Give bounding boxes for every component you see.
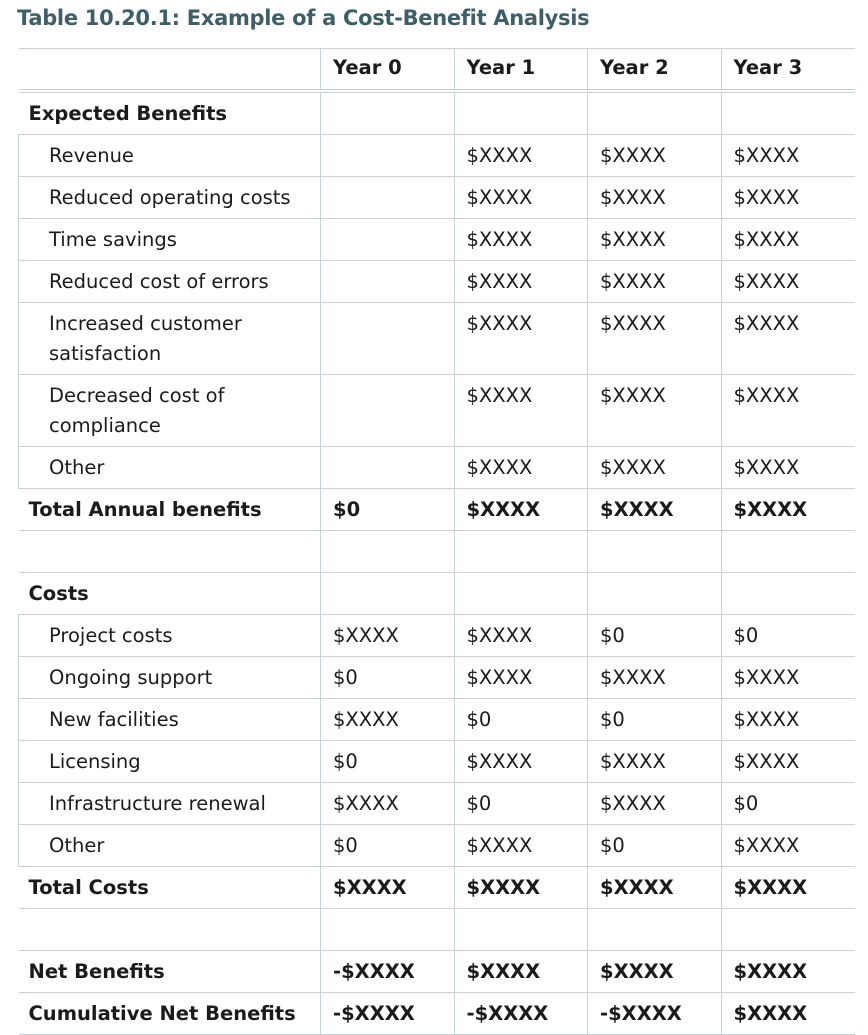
cell-year-3: $XXXX bbox=[721, 447, 855, 489]
total-row bbox=[19, 951, 855, 993]
cell-year-2: $XXXX bbox=[588, 303, 722, 375]
cell-year-3: $0 bbox=[721, 615, 855, 657]
cell-year-1: $0 bbox=[454, 783, 588, 825]
row-label: Reduced operating costs bbox=[19, 177, 321, 219]
cell-year-0 bbox=[321, 219, 455, 261]
row-label: Total Annual benefits bbox=[19, 489, 321, 531]
cell-year-0 bbox=[321, 177, 455, 219]
cell-year-0: $XXXX bbox=[321, 699, 455, 741]
cell-year-0 bbox=[321, 531, 455, 573]
row-label: Infrastructure renewal bbox=[19, 783, 321, 825]
cell-year-2: $0 bbox=[588, 825, 722, 867]
cell-year-3: $XXXX bbox=[721, 699, 855, 741]
row-label: Costs bbox=[19, 573, 321, 615]
cell-year-0: $0 bbox=[321, 657, 455, 699]
cell-year-1: $XXXX bbox=[454, 741, 588, 783]
cell-year-1: $XXXX bbox=[454, 951, 588, 993]
spacer-row bbox=[19, 531, 855, 573]
cell-year-2 bbox=[588, 573, 722, 615]
table-row bbox=[19, 261, 855, 303]
cell-year-2 bbox=[588, 909, 722, 951]
column-header-year-2: Year 2 bbox=[588, 49, 722, 92]
table-row bbox=[19, 615, 855, 657]
cell-year-1: $0 bbox=[454, 699, 588, 741]
row-label: Time savings bbox=[19, 219, 321, 261]
cell-year-2: $XXXX bbox=[588, 783, 722, 825]
cell-year-1 bbox=[454, 573, 588, 615]
row-label: Decreased cost of compliance bbox=[19, 375, 321, 447]
column-header-year-3: Year 3 bbox=[721, 49, 855, 92]
cell-year-2: $XXXX bbox=[588, 657, 722, 699]
cell-year-1 bbox=[454, 531, 588, 573]
cell-year-2: $XXXX bbox=[588, 741, 722, 783]
cell-year-0 bbox=[321, 375, 455, 447]
row-label: Project costs bbox=[19, 615, 321, 657]
cell-year-2: $XXXX bbox=[588, 867, 722, 909]
cell-year-2: $XXXX bbox=[588, 375, 722, 447]
cell-year-0: $0 bbox=[321, 741, 455, 783]
row-label: Cumulative Net Benefits bbox=[19, 993, 321, 1035]
cost-benefit-table bbox=[18, 48, 855, 1035]
cell-year-1: $XXXX bbox=[454, 489, 588, 531]
cell-year-2: $0 bbox=[588, 699, 722, 741]
total-row bbox=[19, 993, 855, 1035]
column-header-year-0: Year 0 bbox=[321, 49, 455, 92]
cell-year-3: $XXXX bbox=[721, 825, 855, 867]
row-label: Increased customer satisfaction bbox=[19, 303, 321, 375]
cell-year-1: $XXXX bbox=[454, 867, 588, 909]
cell-year-3: $XXXX bbox=[721, 867, 855, 909]
cell-year-3 bbox=[721, 573, 855, 615]
cell-year-0: $XXXX bbox=[321, 867, 455, 909]
cell-year-1: $XXXX bbox=[454, 825, 588, 867]
cell-year-2: $XXXX bbox=[588, 177, 722, 219]
cell-year-0 bbox=[321, 909, 455, 951]
row-label bbox=[19, 909, 321, 951]
row-label: Other bbox=[19, 447, 321, 489]
cell-year-2: $0 bbox=[588, 615, 722, 657]
table-row bbox=[19, 783, 855, 825]
cell-year-2: $XXXX bbox=[588, 951, 722, 993]
table-row bbox=[19, 447, 855, 489]
table-row bbox=[19, 375, 855, 447]
cell-year-3: $XXXX bbox=[721, 993, 855, 1035]
cell-year-3: $XXXX bbox=[721, 303, 855, 375]
header-row bbox=[19, 49, 855, 92]
row-label: Net Benefits bbox=[19, 951, 321, 993]
cell-year-0 bbox=[321, 91, 455, 135]
cell-year-0: $XXXX bbox=[321, 615, 455, 657]
row-label: Reduced cost of errors bbox=[19, 261, 321, 303]
row-label: Licensing bbox=[19, 741, 321, 783]
cell-year-1: $XXXX bbox=[454, 375, 588, 447]
row-label: Expected Benefits bbox=[19, 91, 321, 135]
cell-year-1 bbox=[454, 91, 588, 135]
table-row bbox=[19, 303, 855, 375]
table-title: Table 10.20.1: Example of a Cost-Benefit Analysis bbox=[17, 6, 590, 30]
column-header-year-1: Year 1 bbox=[454, 49, 588, 92]
row-label bbox=[19, 531, 321, 573]
cell-year-0: $0 bbox=[321, 489, 455, 531]
cell-year-3: $XXXX bbox=[721, 657, 855, 699]
cell-year-0 bbox=[321, 261, 455, 303]
row-label: Other bbox=[19, 825, 321, 867]
cell-year-3: $XXXX bbox=[721, 177, 855, 219]
cell-year-2: $XXXX bbox=[588, 219, 722, 261]
cell-year-2 bbox=[588, 531, 722, 573]
cell-year-0: $XXXX bbox=[321, 783, 455, 825]
cell-year-0 bbox=[321, 135, 455, 177]
table-row bbox=[19, 657, 855, 699]
cell-year-1: -$XXXX bbox=[454, 993, 588, 1035]
cell-year-1: $XXXX bbox=[454, 261, 588, 303]
cell-year-1: $XXXX bbox=[454, 135, 588, 177]
cell-year-1: $XXXX bbox=[454, 447, 588, 489]
row-label: Revenue bbox=[19, 135, 321, 177]
cell-year-3 bbox=[721, 909, 855, 951]
cell-year-1: $XXXX bbox=[454, 177, 588, 219]
cell-year-0: -$XXXX bbox=[321, 993, 455, 1035]
table-row bbox=[19, 699, 855, 741]
cell-year-0 bbox=[321, 447, 455, 489]
cell-year-2: $XXXX bbox=[588, 447, 722, 489]
cell-year-3: $0 bbox=[721, 783, 855, 825]
cell-year-0 bbox=[321, 573, 455, 615]
cell-year-1 bbox=[454, 909, 588, 951]
row-label: Ongoing support bbox=[19, 657, 321, 699]
cell-year-3: $XXXX bbox=[721, 375, 855, 447]
cell-year-2: $XXXX bbox=[588, 135, 722, 177]
cell-year-2: $XXXX bbox=[588, 489, 722, 531]
cell-year-1: $XXXX bbox=[454, 657, 588, 699]
cell-year-3 bbox=[721, 531, 855, 573]
spacer-row bbox=[19, 909, 855, 951]
table-row bbox=[19, 177, 855, 219]
cell-year-3: $XXXX bbox=[721, 741, 855, 783]
cell-year-3: $XXXX bbox=[721, 135, 855, 177]
cell-year-2: -$XXXX bbox=[588, 993, 722, 1035]
cell-year-2 bbox=[588, 91, 722, 135]
total-row bbox=[19, 867, 855, 909]
column-header-label bbox=[19, 49, 321, 92]
cell-year-3: $XXXX bbox=[721, 489, 855, 531]
total-row bbox=[19, 489, 855, 531]
cell-year-1: $XXXX bbox=[454, 303, 588, 375]
table-row bbox=[19, 741, 855, 783]
cell-year-3: $XXXX bbox=[721, 951, 855, 993]
cell-year-3 bbox=[721, 91, 855, 135]
table-body bbox=[19, 91, 855, 1035]
row-label: Total Costs bbox=[19, 867, 321, 909]
cell-year-0 bbox=[321, 303, 455, 375]
cell-year-1: $XXXX bbox=[454, 219, 588, 261]
cell-year-2: $XXXX bbox=[588, 261, 722, 303]
table-row bbox=[19, 825, 855, 867]
cell-year-1: $XXXX bbox=[454, 615, 588, 657]
table-row bbox=[19, 135, 855, 177]
cell-year-3: $XXXX bbox=[721, 219, 855, 261]
table-row bbox=[19, 219, 855, 261]
cell-year-3: $XXXX bbox=[721, 261, 855, 303]
cell-year-0: -$XXXX bbox=[321, 951, 455, 993]
row-label: New facilities bbox=[19, 699, 321, 741]
section-header-row bbox=[19, 91, 855, 135]
section-header-row bbox=[19, 573, 855, 615]
cell-year-0: $0 bbox=[321, 825, 455, 867]
